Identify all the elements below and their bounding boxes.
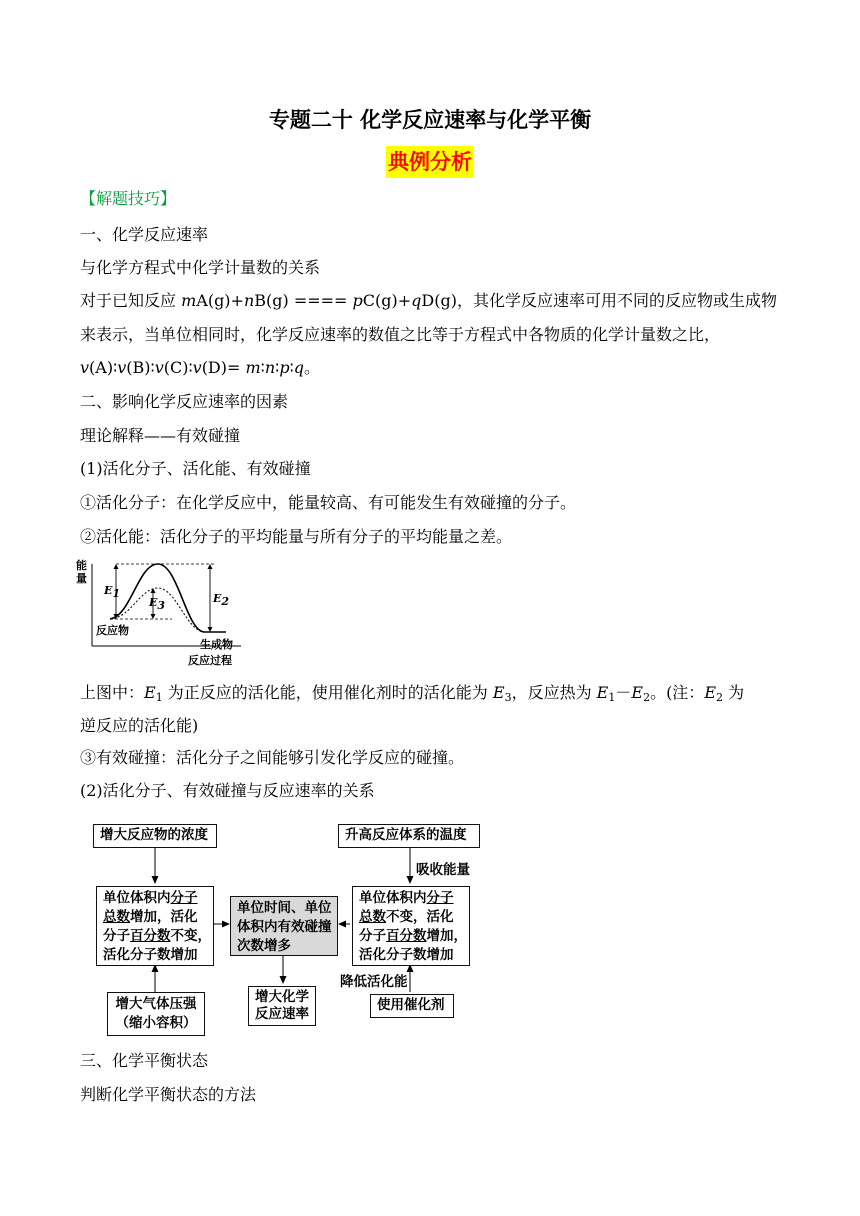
s2-c1: ①活化分子：在化学反应中，能量较高、有可能发生有效碰撞的分子。 [80, 493, 577, 512]
y-axis-label-2: 量 [76, 572, 87, 585]
s2-note2: 逆反应的活化能) [80, 716, 199, 735]
s1-p2: 来表示，当单位相同时，化学反应速率的数值之比等于方程式中各物质的化学计量数之比， [80, 325, 721, 344]
label-lower-activation-energy: 降低活化能 [340, 974, 408, 990]
page-title: 专题二十 化学反应速率与化学平衡 [268, 107, 592, 132]
s1-heading: 一、化学反应速率 [80, 225, 209, 244]
box-right-activated: 单位体积内分子 总数不变，活化 分子百分数增加， 活化分子数增加 [352, 886, 470, 966]
flow-diagram [0, 820, 860, 1040]
s1-p3: v(A)∶v(B)∶v(C)∶v(D)= m∶n∶p∶q。 [80, 358, 321, 377]
energy-diagram [76, 556, 256, 668]
s2-c2: ②活化能：活化分子的平均能量与所有分子的平均能量之差。 [80, 527, 513, 546]
e3-label: $E_3$ [149, 596, 166, 612]
s2-sub: 理论解释——有效碰撞 [80, 426, 241, 445]
s2-heading: 二、影响化学反应速率的因素 [80, 392, 289, 411]
s2-c3: ③有效碰撞：活化分子之间能够引发化学反应的碰撞。 [80, 748, 465, 767]
s2-item1: (1)活化分子、活化能、有效碰撞 [80, 459, 311, 478]
s2-item2: (2)活化分子、有效碰撞与反应速率的关系 [80, 781, 375, 800]
box-increase-rate: 增大化学 反应速率 [248, 986, 316, 1026]
e2-label: $E_2$ [213, 592, 230, 608]
s1-sub: 与化学方程式中化学计量数的关系 [80, 258, 321, 277]
label-absorb-energy: 吸收能量 [416, 862, 470, 878]
e1-label: $E_1$ [104, 584, 121, 600]
box-increase-pressure: 增大气体压强 （缩小容积） [107, 992, 205, 1036]
box-center-effective-collisions: 单位时间、单位 体积内有效碰撞 次数增多 [230, 896, 338, 956]
box-left-activated: 单位体积内分子 总数增加，活化 分子百分数不变， 活化分子数增加 [96, 886, 214, 966]
product-label: 生成物 [200, 638, 233, 651]
box-raise-temperature: 升高反应体系的温度 [338, 824, 480, 848]
tip-label: 【解题技巧】 [80, 189, 177, 208]
y-axis-label-1: 能 [76, 559, 87, 572]
s3-heading: 三、化学平衡状态 [80, 1051, 209, 1070]
section-subtitle: 典例分析 [386, 146, 474, 178]
s3-sub: 判断化学平衡状态的方法 [80, 1085, 257, 1104]
box-increase-concentration: 增大反应物的浓度 [93, 824, 217, 848]
s2-note1: 上图中：$E_1$ 为正反应的活化能，使用催化剂时的活化能为 $E_3$，反应热为 $E_1-E_2$。(注：$E_2$ 为 [80, 683, 745, 704]
x-axis-label: 反应过程 [188, 654, 232, 667]
box-use-catalyst: 使用催化剂 [370, 994, 454, 1018]
reactant-label: 反应物 [96, 624, 129, 637]
s1-p1: 对于已知反应 mA(g)+nB(g) ==== pC(g)+qD(g)，其化学反应速率可用不同的反应物或生成物 [80, 291, 777, 310]
